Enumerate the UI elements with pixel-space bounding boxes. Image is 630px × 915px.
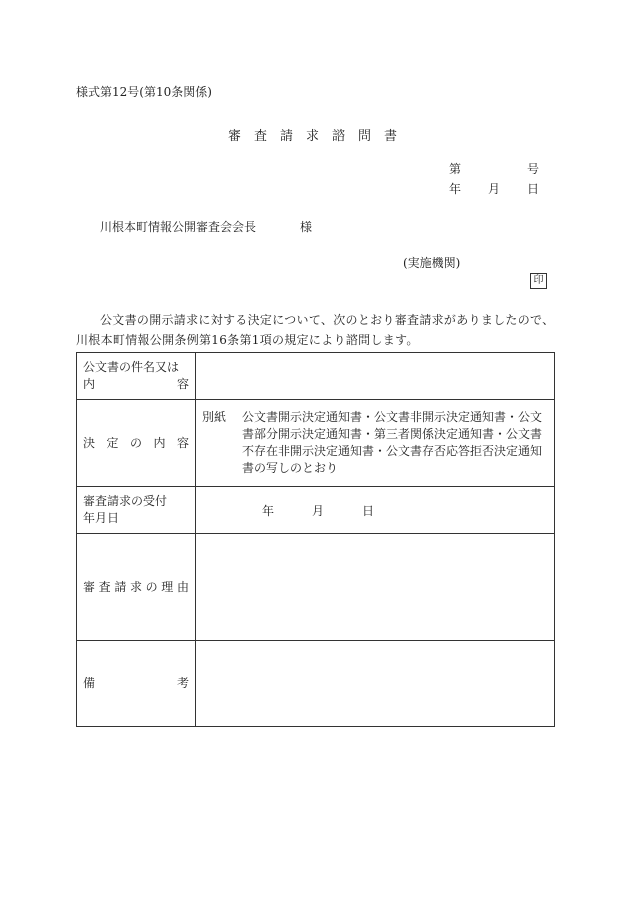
row-value-decision [196, 400, 555, 487]
row-value-document-title [196, 353, 555, 400]
label-char: 容 [176, 377, 189, 391]
label-decision-chars [83, 435, 189, 452]
row-value-reason [196, 534, 555, 641]
label-remarks-chars [83, 675, 189, 692]
document-title: 審査請求諮問書 [227, 129, 410, 144]
consultation-table [76, 352, 555, 727]
date-month: 月 [487, 182, 500, 196]
attachment-tag: 別紙 [202, 410, 227, 424]
receipt-month: 月 [312, 503, 325, 518]
table-row-document-title [77, 353, 555, 400]
row-label-decision [77, 400, 196, 487]
row-value-receipt-date [196, 487, 555, 534]
seal-stamp: 印 [530, 273, 547, 289]
label-line-2: 年月日 [83, 511, 120, 525]
label-char: 内 [83, 377, 96, 391]
label-char: の [145, 579, 158, 594]
label-line-2 [83, 376, 189, 393]
label-char: 定 [106, 435, 119, 450]
label-char: 決 [83, 435, 96, 450]
label-char: 備 [83, 676, 96, 690]
document-number [449, 160, 539, 177]
table-row-reason [77, 534, 555, 641]
label-char: 理 [161, 579, 174, 594]
addressee-name: 川根本町情報公開審査会会長 [100, 220, 257, 234]
table-row-receipt-date [77, 487, 555, 534]
date-day: 日 [526, 182, 539, 196]
label-reason-chars [83, 579, 189, 596]
row-label-reason [77, 534, 196, 641]
label-char: 内 [153, 435, 166, 450]
number-suffix: 号 [526, 162, 539, 176]
label-char: 由 [176, 579, 189, 594]
addressee-honorific: 様 [300, 220, 313, 234]
label-char: 考 [176, 676, 189, 690]
row-label-receipt-date [77, 487, 196, 534]
date-year: 年 [449, 182, 462, 196]
row-label-remarks [77, 641, 196, 727]
label-char: 容 [176, 435, 189, 450]
decision-text: 公文書開示決定通知書・公文書非開示決定通知書・公文書部分開示決定通知書・第三者関係決定通知書・公文書不存在非開示決定通知書・公文書存否応答拒否決定通知書の写しのとおり [242, 410, 543, 475]
label-char: 求 [129, 579, 142, 594]
label-line-1: 審査請求の受付 [83, 494, 168, 508]
label-char: の [129, 435, 142, 450]
number-prefix: 第 [449, 162, 462, 176]
table-row-decision [77, 400, 555, 487]
label-line-1: 公文書の件名又は [83, 360, 180, 374]
sender-agency: (実施機関) [403, 256, 461, 270]
receipt-date [196, 502, 554, 519]
label-char: 査 [98, 579, 111, 594]
decision-content [196, 409, 554, 477]
receipt-day: 日 [362, 503, 375, 518]
table-row-remarks [77, 641, 555, 727]
row-label-document-title [77, 353, 196, 400]
body-paragraph: 公文書の開示請求に対する決定について、次のとおり審査請求がありましたので、川根本町情報公開条例第16条第1項の規定により諮問します。 [76, 313, 555, 347]
form-number: 様式第12号(第10条関係) [76, 85, 212, 99]
label-char: 請 [114, 579, 127, 594]
row-value-remarks [196, 641, 555, 727]
document-date [449, 180, 539, 197]
receipt-year: 年 [262, 503, 275, 518]
label-char: 審 [83, 579, 96, 594]
